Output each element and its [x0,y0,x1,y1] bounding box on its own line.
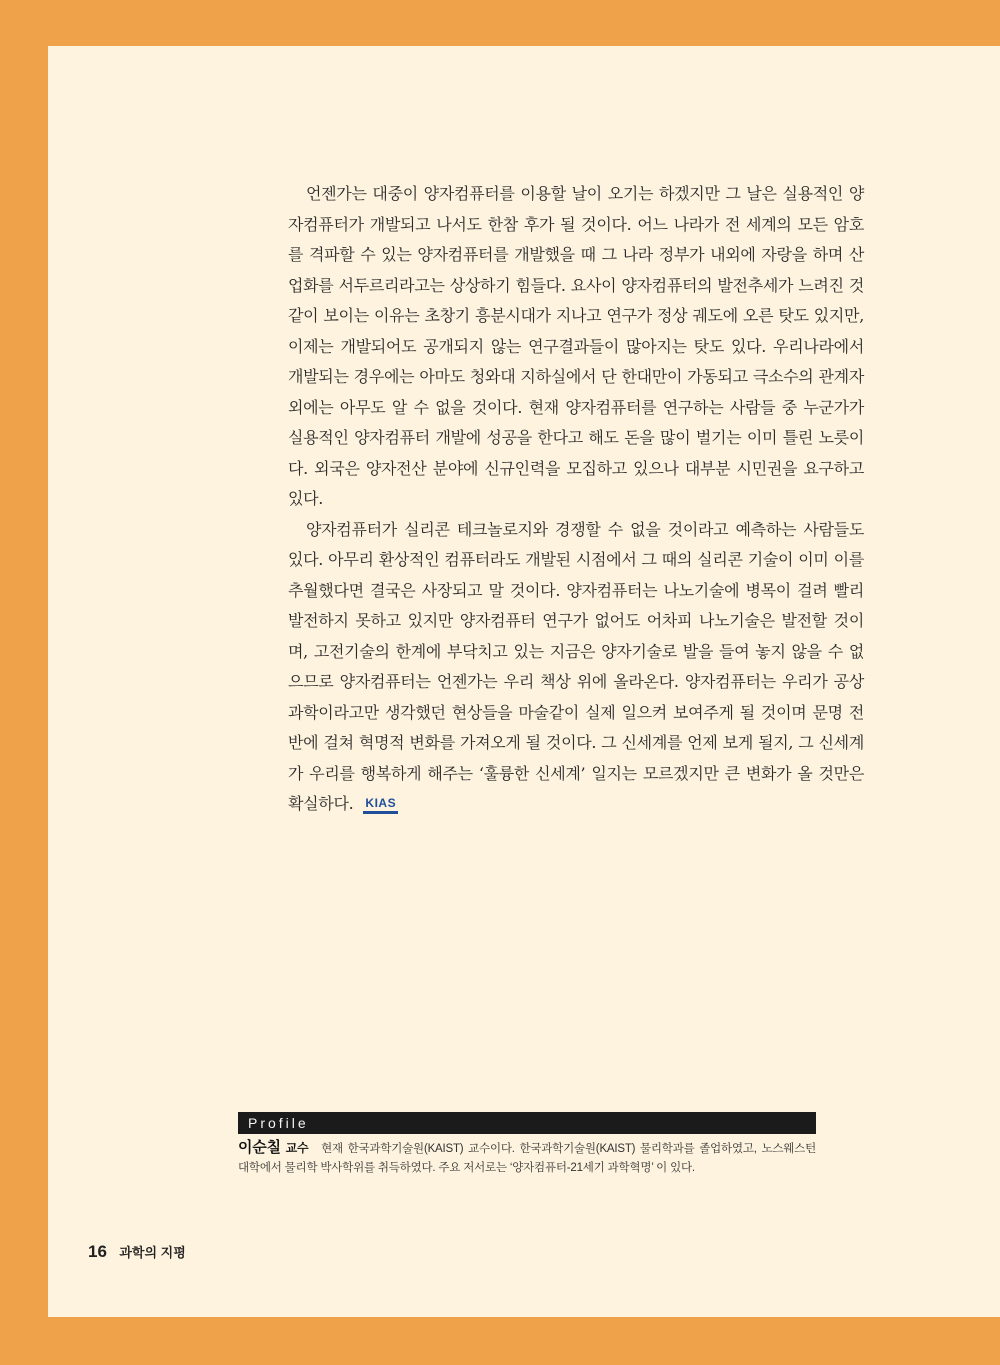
kias-logo-icon: KIAS [363,797,398,814]
page-footer [88,1242,186,1262]
article-paragraph-2 [288,515,864,820]
article-paragraph-1: 언젠가는 대중이 양자컴퓨터를 이용할 날이 오기는 하겠지만 그 날은 실용적인 양자컴퓨터가 개발되고 나서도 한참 후가 될 것이다. 어느 나라가 전 세계의 모든 암호를 격파할 수 있는 양자컴퓨터를 개발했을 때 그 나라 정부가 내외에 자랑을 하며 산업화를 서두르리라고는 상상하기 힘들다. 요사이 양자컴퓨터의 발전추세가 느려진 것같이 보이는 이유는 초창기 흥분시대가 지나고 연구가 정상 궤도에 오른 탓도 있지만, 이제는 개발되어도 공개되지 않는 연구결과들이 많아지는 탓도 있다. 우리나라에서 개발되는 경우에는 아마도 청와대 지하실에서 단 한대만이 가동되고 극소수의 관계자 외에는 아무도 알 수 없을 것이다. 현재 양자컴퓨터를 연구하는 사람들 중 누군가가 실용적인 양자컴퓨터 개발에 성공을 한다고 해도 돈을 많이 벌기는 이미 틀린 노릇이다. 외국은 양자전산 분야에 신규인력을 모집하고 있으나 대부분 시민권을 요구하고 있다. [288,184,864,508]
page-number: 16 [88,1242,107,1261]
profile-header: Profile [238,1112,816,1134]
profile-title: 교수 [285,1141,309,1155]
profile-text [238,1138,816,1178]
profile-bio: 현재 한국과학기술원(KAIST) 교수이다. 한국과학기술원(KAIST) 물리학과를 졸업하였고, 노스웨스턴 대학에서 물리학 박사학위를 취득하였다. 주요 저서로는 ‘양자컴퓨터-21세기 과학혁명’ 이 있다. [238,1143,817,1174]
profile-name: 이순칠 [238,1139,281,1156]
article-body [288,179,864,820]
magazine-title: 과학의 지평 [119,1245,186,1260]
article-paragraph-2-text: 양자컴퓨터가 실리콘 테크놀로지와 경쟁할 수 없을 것이라고 예측하는 사람들도 있다. 아무리 환상적인 컴퓨터라도 개발된 시점에서 그 때의 실리콘 기술이 이미 이를 추월했다면 결국은 사장되고 말 것이다. 양자컴퓨터는 나노기술에 병목이 걸려 빨리 발전하지 못하고 있지만 양자컴퓨터 연구가 없어도 어차피 나노기술은 발전할 것이며, 고전기술의 한계에 부닥치고 있는 지금은 양자기술로 발을 들여 놓지 않을 수 없으므로 양자컴퓨터는 언젠가는 우리 책상 위에 올라온다. 양자컴퓨터는 우리가 공상과학이라고만 생각했던 현상들을 마술같이 실제 일으켜 보여주게 될 것이며 문명 전반에 걸쳐 혁명적 변화를 가져오게 될 것이다. 그 신세계를 언제 보게 될지, 그 신세계가 우리를 행복하게 해주는 ‘훌륭한 신세계’ 일지는 모르겠지만 큰 변화가 올 것만은 확실하다. [288,519,864,813]
